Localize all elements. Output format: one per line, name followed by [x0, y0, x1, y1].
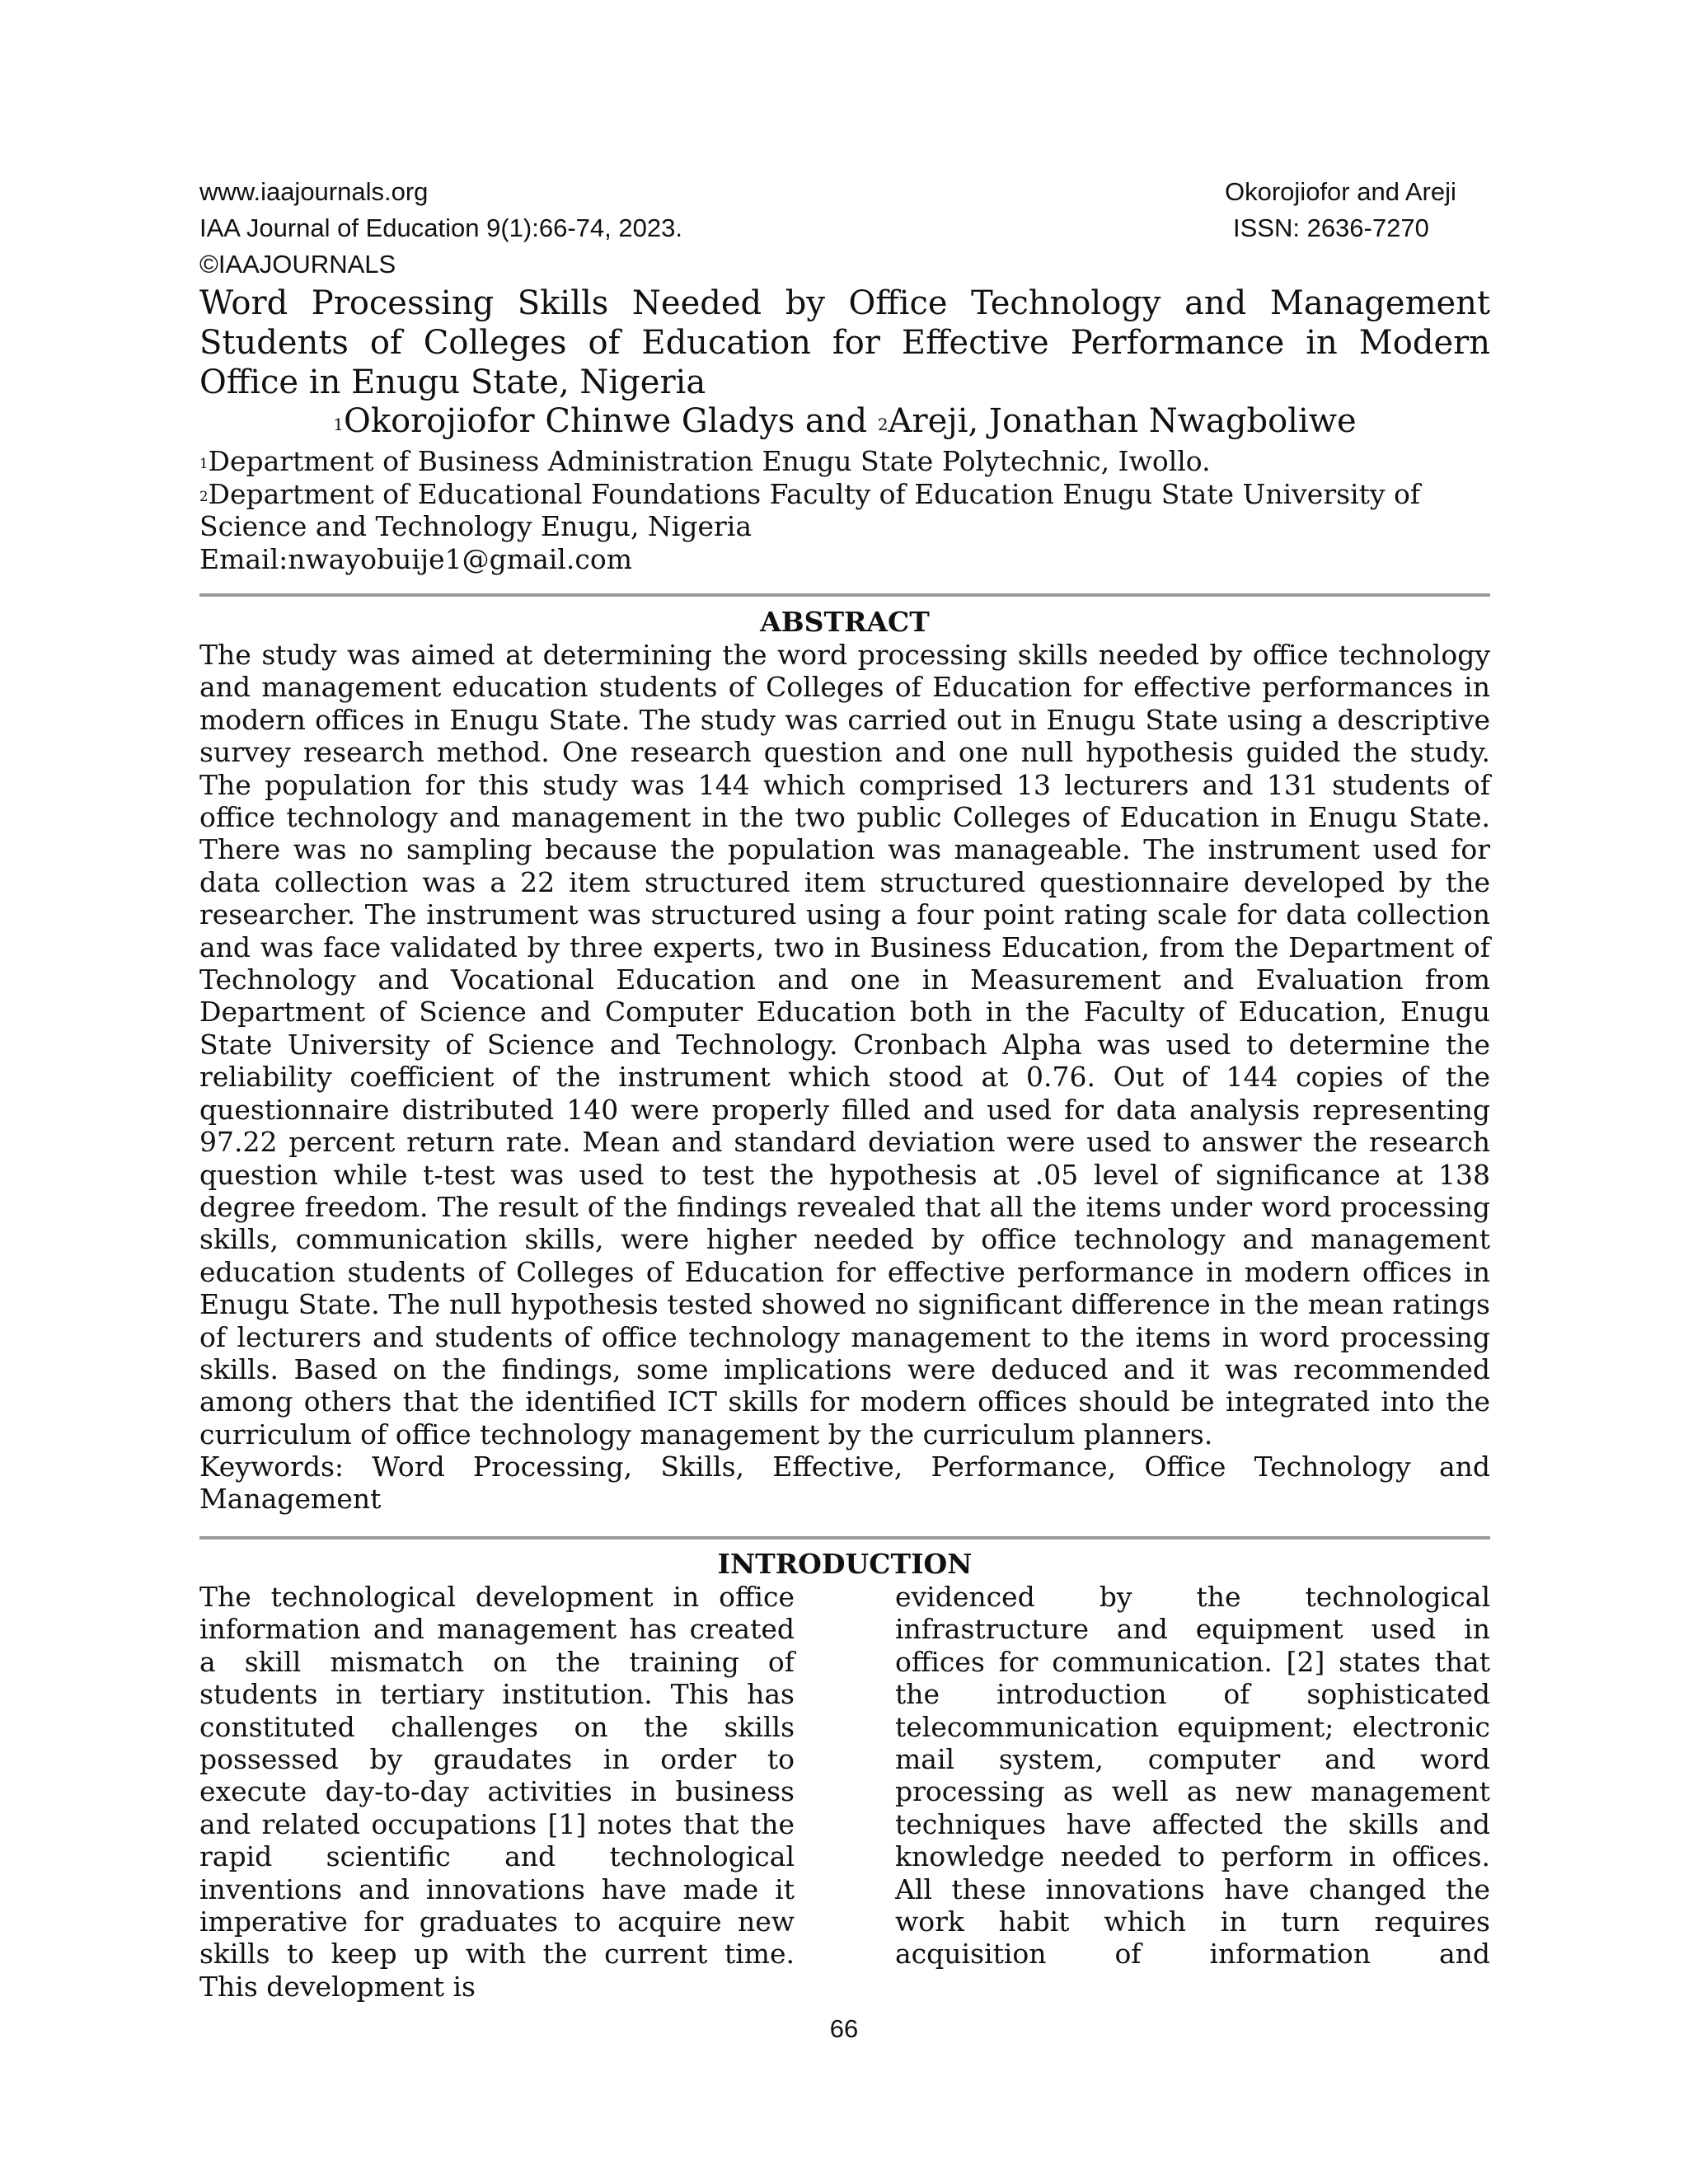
- keywords-line-2: Management: [199, 1483, 382, 1516]
- running-authors: Okorojiofor and Areji: [1225, 177, 1456, 206]
- affiliation-2-text: Department of Educational Foundations Faculty of Education Enugu State University of Science and Technology Enugu, Nigeria: [199, 477, 1421, 542]
- contact-email: Email:nwayobuije1@gmail.com: [199, 542, 632, 575]
- section-divider: [199, 593, 1490, 597]
- affiliation-2-superscript: 2: [199, 488, 209, 504]
- author-list: [199, 401, 1490, 442]
- author2-superscript: 2: [877, 415, 889, 434]
- affiliation-1: [199, 445, 1490, 478]
- introduction-column-right: evidenced by the technological infrastructure and equipment used in offices for communication. [2] states that the introduction of sophisticated telecommunication equipment; electronic mail system, computer and word processing as well as new management techniques have affected the skills and knowledge needed to perform in offices. All these innovations have changed the work habit which in turn requires acquisition of information and: [895, 1581, 1490, 1971]
- affiliation-2: [199, 478, 1490, 543]
- affiliation-1-superscript: 1: [199, 456, 209, 472]
- introduction-column-left: The technological development in office information and management has created a skill mismatch on the training of students in tertiary institution. This has constituted challenges on the skills possessed by graudates in order to execute day-to-day activities in business and related occupations [1] notes that the rapid scientific and technological inventions and innovations have made it imperative for graduates to acquire new skills to keep up with the current time. This development is: [199, 1581, 795, 2003]
- author1-name: Okorojiofor Chinwe Gladys and: [344, 402, 878, 440]
- abstract-body: The study was aimed at determining the word processing skills needed by office technology and management education students of Colleges of Education for effective performances in modern offices in Enugu State. The study was carried out in Enugu State using a descriptive survey research method. One research question and one null hypothesis guided the study. The population for this study was 144 which comprised 13 lecturers and 131 students of office technology and management in the two public Colleges of Education in Enugu State. There was no sampling because the population was manageable. The instrument used for data collection was a 22 item structured item structured questionnaire developed by the researcher. The instrument was structured using a four point rating scale for data collection and was face validated by three experts, two in Business Education, from the Department of Technology and Vocational Education and one in Measurement and Evaluation from Department of Science and Computer Education both in the Faculty of Education, Enugu State University of Science and Technology. Cronbach Alpha was used to determine the reliability coefficient of the instrument which stood at 0.76. Out of 144 copies of the questionnaire distributed 140 were properly filled and used for data analysis representing 97.22 percent return rate. Mean and standard deviation were used to answer the research question while t-test was used to test the hypothesis at .05 level of significance at 138 degree freedom. The result of the findings revealed that all the items under word processing skills, communication skills, were higher needed by office technology and management education students of Colleges of Education for effective performance in modern offices in Enugu State. The null hypothesis tested showed no significant difference in the mean ratings of lecturers and students of office technology management to the items in word processing skills. Based on the findings, some implications were deduced and it was recommended among others that the identified ICT skills for modern offices should be integrated into the curriculum of office technology management by the curriculum planners.: [199, 639, 1490, 1451]
- abstract-heading: ABSTRACT: [760, 606, 930, 638]
- introduction-heading: INTRODUCTION: [717, 1548, 973, 1580]
- paper-title: Word Processing Skills Needed by Office Technology and Management Students of Colleges of Education for Effective Performance in Modern Office in Enugu State, Nigeria: [199, 284, 1490, 401]
- issn: ISSN: 2636-7270: [1233, 213, 1429, 242]
- author2-name: Areji, Jonathan Nwagboliwe: [888, 402, 1357, 440]
- affiliation-1-text: Department of Business Administration Enugu State Polytechnic, Iwollo.: [208, 445, 1211, 477]
- keywords: [199, 1451, 1490, 1516]
- page-number: 66: [829, 2014, 859, 2043]
- affiliations: [199, 445, 1490, 575]
- copyright-notice: ©IAAJOURNALS: [199, 250, 396, 279]
- keywords-line-1: Keywords: Word Processing, Skills, Effective, Performance, Office Technology and: [199, 1451, 1490, 1483]
- author1-superscript: 1: [333, 415, 345, 434]
- journal-website: www.iaajournals.org: [199, 177, 429, 206]
- section-divider: [199, 1536, 1490, 1540]
- journal-citation: IAA Journal of Education 9(1):66-74, 2023.: [199, 213, 682, 242]
